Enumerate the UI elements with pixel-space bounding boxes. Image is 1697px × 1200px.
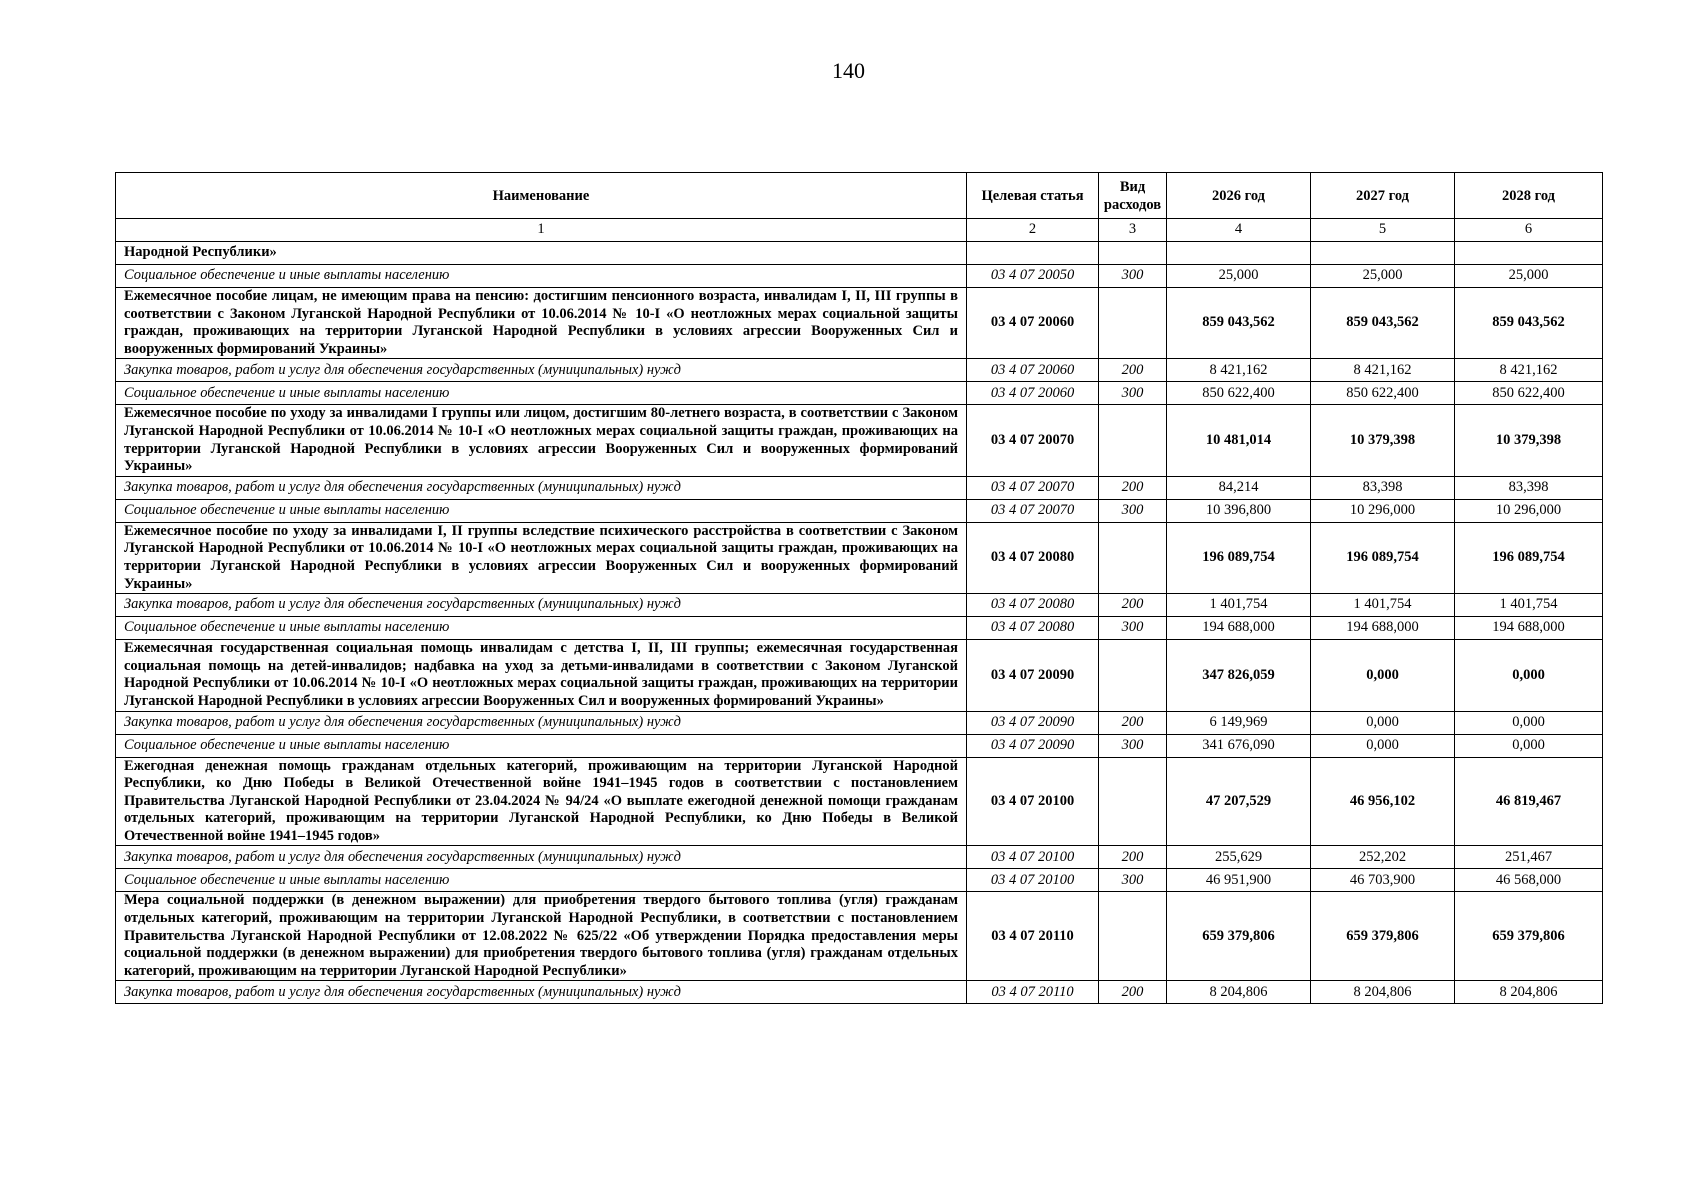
table-row [116, 640, 1603, 711]
table-row [116, 846, 1603, 869]
row-expense-type-cell: 300 [1099, 382, 1167, 405]
row-amount-2028-cell: 46 819,467 [1455, 757, 1603, 846]
row-name-cell: Закупка товаров, работ и услуг для обеспечения государственных (муниципальных) нужд [116, 359, 967, 382]
budget-table [115, 172, 1603, 1004]
row-target-article-cell: 03 4 07 20090 [967, 640, 1099, 711]
table-row [116, 476, 1603, 499]
row-name-cell: Закупка товаров, работ и услуг для обеспечения государственных (муниципальных) нужд [116, 711, 967, 734]
row-amount-2026-cell: 46 951,900 [1167, 869, 1311, 892]
row-amount-2028-cell: 850 622,400 [1455, 382, 1603, 405]
row-amount-2026-cell: 6 149,969 [1167, 711, 1311, 734]
row-amount-2028-cell: 0,000 [1455, 640, 1603, 711]
row-amount-2027-cell: 83,398 [1311, 476, 1455, 499]
row-target-article-cell: 03 4 07 20090 [967, 711, 1099, 734]
row-amount-2026-cell: 84,214 [1167, 476, 1311, 499]
table-row [116, 522, 1603, 593]
row-name-cell: Социальное обеспечение и иные выплаты населению [116, 265, 967, 288]
table-row [116, 711, 1603, 734]
row-amount-2028-cell: 83,398 [1455, 476, 1603, 499]
table-body [116, 242, 1603, 1004]
row-name-cell: Закупка товаров, работ и услуг для обеспечения государственных (муниципальных) нужд [116, 846, 967, 869]
row-expense-type-cell: 300 [1099, 265, 1167, 288]
row-target-article-cell: 03 4 07 20070 [967, 499, 1099, 522]
row-amount-2027-cell: 0,000 [1311, 711, 1455, 734]
row-target-article-cell: 03 4 07 20090 [967, 734, 1099, 757]
table-header-row [116, 173, 1603, 219]
row-amount-2026-cell: 196 089,754 [1167, 522, 1311, 593]
row-target-article-cell: 03 4 07 20060 [967, 382, 1099, 405]
row-amount-2027-cell: 10 296,000 [1311, 499, 1455, 522]
row-amount-2027-cell [1311, 242, 1455, 265]
row-name-cell: Мера социальной поддержки (в денежном выражении) для приобретения твердого бытового топлива (угля) гражданам отдельных категорий, проживающим на территории Луганской Народной Республики, в соответствии с постановлением Правительства Луганской Народной Республики от 12.08.2022 № 625/22 «Об утверждении Порядка предоставления меры социальной поддержки (в денежном выражении) для приобретения твердого бытового топлива (угля) гражданам отдельных категорий, проживающим на территории Луганской Народной Республики» [116, 892, 967, 981]
row-amount-2028-cell: 8 204,806 [1455, 981, 1603, 1004]
table-row [116, 734, 1603, 757]
row-target-article-cell: 03 4 07 20110 [967, 981, 1099, 1004]
row-expense-type-cell [1099, 522, 1167, 593]
row-name-cell: Закупка товаров, работ и услуг для обеспечения государственных (муниципальных) нужд [116, 476, 967, 499]
row-amount-2028-cell: 0,000 [1455, 734, 1603, 757]
header-name: Наименование [116, 173, 967, 219]
row-expense-type-cell: 300 [1099, 499, 1167, 522]
row-name-cell: Закупка товаров, работ и услуг для обеспечения государственных (муниципальных) нужд [116, 981, 967, 1004]
row-amount-2027-cell: 850 622,400 [1311, 382, 1455, 405]
table-row [116, 288, 1603, 359]
header-year-2028: 2028 год [1455, 173, 1603, 219]
column-number: 3 [1099, 219, 1167, 242]
table-row [116, 869, 1603, 892]
row-amount-2027-cell: 859 043,562 [1311, 288, 1455, 359]
row-amount-2028-cell: 859 043,562 [1455, 288, 1603, 359]
row-name-cell: Ежемесячное пособие по уходу за инвалидами I, II группы вследствие психического расстройства в соответствии с Законом Луганской Народной Республики от 10.06.2014 № 10-I «О неотложных мерах социальной защиты граждан, проживающих на территории Луганской Народной Республики в условиях агрессии Вооруженных Сил и вооруженных формирований Украины» [116, 522, 967, 593]
row-expense-type-cell [1099, 757, 1167, 846]
row-amount-2028-cell: 25,000 [1455, 265, 1603, 288]
header-target-article: Целевая статья [967, 173, 1099, 219]
row-amount-2026-cell: 25,000 [1167, 265, 1311, 288]
row-target-article-cell: 03 4 07 20060 [967, 288, 1099, 359]
table-row [116, 892, 1603, 981]
row-amount-2027-cell: 8 421,162 [1311, 359, 1455, 382]
row-expense-type-cell: 200 [1099, 846, 1167, 869]
row-expense-type-cell [1099, 405, 1167, 476]
column-number: 5 [1311, 219, 1455, 242]
column-number: 2 [967, 219, 1099, 242]
row-target-article-cell [967, 242, 1099, 265]
row-target-article-cell: 03 4 07 20080 [967, 594, 1099, 617]
row-amount-2027-cell: 0,000 [1311, 640, 1455, 711]
row-amount-2026-cell: 659 379,806 [1167, 892, 1311, 981]
row-name-cell: Ежемесячное пособие по уходу за инвалидами I группы или лицом, достигшим 80-летнего возраста, в соответствии с Законом Луганской Народной Республики от 10.06.2014 № 10-I «О неотложных мерах социальной защиты граждан, проживающих на территории Луганской Народной Республики в условиях агрессии Вооруженных Сил и вооруженных формирований Украины» [116, 405, 967, 476]
row-target-article-cell: 03 4 07 20080 [967, 522, 1099, 593]
table-row [116, 242, 1603, 265]
header-year-2026: 2026 год [1167, 173, 1311, 219]
row-amount-2028-cell: 10 296,000 [1455, 499, 1603, 522]
row-amount-2028-cell: 10 379,398 [1455, 405, 1603, 476]
table-row [116, 405, 1603, 476]
row-name-cell: Народной Республики» [116, 242, 967, 265]
row-expense-type-cell: 300 [1099, 617, 1167, 640]
row-amount-2028-cell: 46 568,000 [1455, 869, 1603, 892]
row-target-article-cell: 03 4 07 20100 [967, 846, 1099, 869]
row-amount-2027-cell: 196 089,754 [1311, 522, 1455, 593]
row-name-cell: Ежемесячное пособие лицам, не имеющим права на пенсию: достигшим пенсионного возраста, инвалидам I, II, III группы в соответствии с Законом Луганской Народной Республики от 10.06.2014 № 10-I «О неотложных мерах социальной защиты граждан, проживающих на территории Луганской Народной Республики в условиях агрессии Вооруженных Сил и вооруженных формирований Украины» [116, 288, 967, 359]
row-amount-2027-cell: 25,000 [1311, 265, 1455, 288]
column-number: 6 [1455, 219, 1603, 242]
row-amount-2027-cell: 46 956,102 [1311, 757, 1455, 846]
row-name-cell: Социальное обеспечение и иные выплаты населению [116, 869, 967, 892]
row-expense-type-cell [1099, 892, 1167, 981]
row-target-article-cell: 03 4 07 20060 [967, 359, 1099, 382]
row-amount-2026-cell: 859 043,562 [1167, 288, 1311, 359]
row-amount-2026-cell: 1 401,754 [1167, 594, 1311, 617]
page-number: 140 [832, 58, 865, 83]
row-amount-2026-cell: 255,629 [1167, 846, 1311, 869]
header-expense-type: Вид расходов [1099, 173, 1167, 219]
row-expense-type-cell: 200 [1099, 359, 1167, 382]
row-amount-2026-cell: 341 676,090 [1167, 734, 1311, 757]
row-name-cell: Закупка товаров, работ и услуг для обеспечения государственных (муниципальных) нужд [116, 594, 967, 617]
row-amount-2026-cell: 10 481,014 [1167, 405, 1311, 476]
row-target-article-cell: 03 4 07 20100 [967, 869, 1099, 892]
row-amount-2026-cell: 8 204,806 [1167, 981, 1311, 1004]
row-amount-2027-cell: 10 379,398 [1311, 405, 1455, 476]
row-amount-2026-cell: 47 207,529 [1167, 757, 1311, 846]
row-target-article-cell: 03 4 07 20100 [967, 757, 1099, 846]
row-amount-2027-cell: 1 401,754 [1311, 594, 1455, 617]
row-amount-2028-cell: 194 688,000 [1455, 617, 1603, 640]
row-name-cell: Социальное обеспечение и иные выплаты населению [116, 617, 967, 640]
table-row [116, 981, 1603, 1004]
row-name-cell: Ежемесячная государственная социальная помощь инвалидам с детства I, II, III группы; ежемесячная государственная социальная помощь на детей-инвалидов; надбавка на уход за детьми-инвалидами в соответствии с Законом Луганской Народной Республики от 10.06.2014 № 10-I «О неотложных мерах социальной защиты граждан, проживающих на территории Луганской Народной Республики в условиях агрессии Вооруженных Сил и вооруженных формирований Украины» [116, 640, 967, 711]
row-target-article-cell: 03 4 07 20110 [967, 892, 1099, 981]
row-expense-type-cell: 200 [1099, 711, 1167, 734]
row-amount-2026-cell: 10 396,800 [1167, 499, 1311, 522]
table-row [116, 382, 1603, 405]
row-expense-type-cell [1099, 288, 1167, 359]
row-amount-2026-cell: 194 688,000 [1167, 617, 1311, 640]
row-amount-2027-cell: 8 204,806 [1311, 981, 1455, 1004]
row-amount-2027-cell: 194 688,000 [1311, 617, 1455, 640]
row-amount-2026-cell [1167, 242, 1311, 265]
row-expense-type-cell [1099, 640, 1167, 711]
row-name-cell: Социальное обеспечение и иные выплаты населению [116, 734, 967, 757]
row-amount-2028-cell: 8 421,162 [1455, 359, 1603, 382]
column-number: 1 [116, 219, 967, 242]
row-amount-2027-cell: 46 703,900 [1311, 869, 1455, 892]
row-target-article-cell: 03 4 07 20070 [967, 405, 1099, 476]
table-row [116, 359, 1603, 382]
row-amount-2027-cell: 252,202 [1311, 846, 1455, 869]
row-expense-type-cell: 300 [1099, 734, 1167, 757]
row-target-article-cell: 03 4 07 20070 [967, 476, 1099, 499]
row-amount-2028-cell [1455, 242, 1603, 265]
row-expense-type-cell: 200 [1099, 981, 1167, 1004]
row-amount-2026-cell: 8 421,162 [1167, 359, 1311, 382]
row-expense-type-cell: 200 [1099, 594, 1167, 617]
table-row [116, 617, 1603, 640]
row-amount-2026-cell: 850 622,400 [1167, 382, 1311, 405]
row-amount-2026-cell: 347 826,059 [1167, 640, 1311, 711]
table-row [116, 594, 1603, 617]
row-amount-2027-cell: 659 379,806 [1311, 892, 1455, 981]
header-year-2027: 2027 год [1311, 173, 1455, 219]
column-number: 4 [1167, 219, 1311, 242]
row-expense-type-cell [1099, 242, 1167, 265]
row-amount-2028-cell: 196 089,754 [1455, 522, 1603, 593]
row-amount-2028-cell: 0,000 [1455, 711, 1603, 734]
row-target-article-cell: 03 4 07 20050 [967, 265, 1099, 288]
row-name-cell: Социальное обеспечение и иные выплаты населению [116, 499, 967, 522]
row-expense-type-cell: 200 [1099, 476, 1167, 499]
row-target-article-cell: 03 4 07 20080 [967, 617, 1099, 640]
table-row [116, 757, 1603, 846]
row-amount-2027-cell: 0,000 [1311, 734, 1455, 757]
row-expense-type-cell: 300 [1099, 869, 1167, 892]
column-numbers-row [116, 219, 1603, 242]
table-row [116, 265, 1603, 288]
row-amount-2028-cell: 1 401,754 [1455, 594, 1603, 617]
row-amount-2028-cell: 251,467 [1455, 846, 1603, 869]
row-name-cell: Ежегодная денежная помощь гражданам отдельных категорий, проживающим на территории Луганской Народной Республики, ко Дню Победы в Великой Отечественной войне 1941–1945 годов в соответствии с постановлением Правительства Луганской Народной Республики от 23.04.2024 № 94/24 «О выплате ежегодной денежной помощи гражданам отдельных категорий, проживающим на территории Луганской Народной Республики, ко Дню Победы в Великой Отечественной войне 1941–1945 годов» [116, 757, 967, 846]
row-name-cell: Социальное обеспечение и иные выплаты населению [116, 382, 967, 405]
row-amount-2028-cell: 659 379,806 [1455, 892, 1603, 981]
table-row [116, 499, 1603, 522]
